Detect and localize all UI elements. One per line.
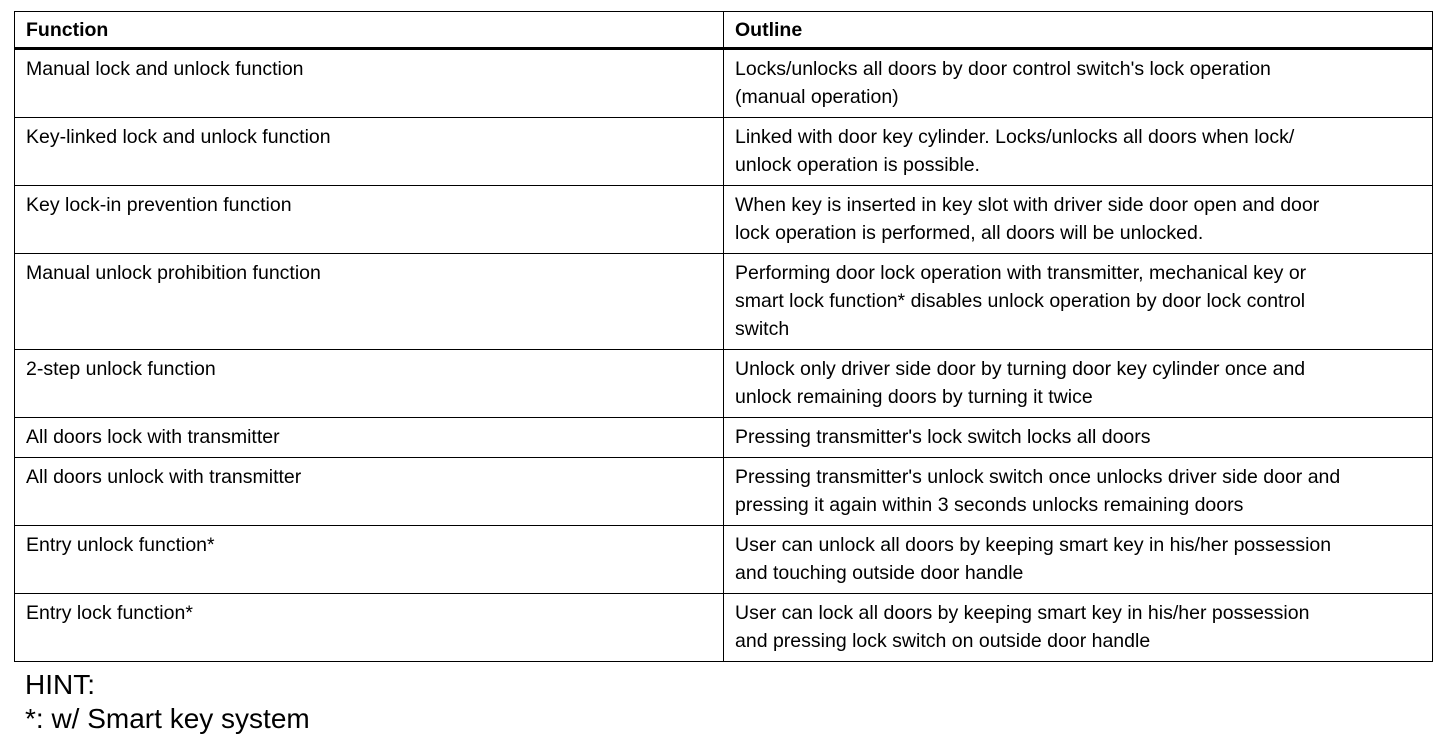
outline-line: and pressing lock switch on outside door handle	[735, 630, 1151, 652]
outline-cell	[724, 254, 1433, 350]
column-header-function: Function	[15, 12, 724, 49]
outline-line: Locks/unlocks all doors by door control switch's lock operation	[735, 58, 1271, 80]
outline-line: smart lock function* disables unlock operation by door lock control	[735, 290, 1306, 312]
outline-cell	[724, 49, 1433, 118]
table-row	[15, 254, 1433, 350]
function-cell: Key lock-in prevention function	[15, 186, 724, 254]
outline-line: unlock remaining doors by turning it twice	[735, 386, 1093, 408]
outline-line: lock operation is performed, all doors will be unlocked.	[735, 222, 1204, 244]
function-cell: 2-step unlock function	[15, 350, 724, 418]
outline-cell	[724, 350, 1433, 418]
table-row	[15, 526, 1433, 594]
function-cell: Entry lock function*	[15, 594, 724, 662]
outline-line: User can lock all doors by keeping smart key in his/her possession	[735, 602, 1310, 624]
document-page	[14, 11, 1432, 662]
table-row	[15, 458, 1433, 526]
outline-line: Pressing transmitter's lock switch locks all doors	[735, 426, 1151, 448]
table-row	[15, 594, 1433, 662]
table-row	[15, 186, 1433, 254]
hint-section	[25, 668, 310, 736]
outline-cell	[724, 526, 1433, 594]
function-cell: Key-linked lock and unlock function	[15, 118, 724, 186]
outline-line: pressing it again within 3 seconds unlocks remaining doors	[735, 494, 1244, 516]
function-cell: Entry unlock function*	[15, 526, 724, 594]
table-body	[15, 49, 1433, 662]
outline-cell	[724, 118, 1433, 186]
outline-cell	[724, 418, 1433, 458]
table-row	[15, 118, 1433, 186]
function-cell: Manual lock and unlock function	[15, 49, 724, 118]
table-row	[15, 350, 1433, 418]
outline-line: Linked with door key cylinder. Locks/unlocks all doors when lock/	[735, 126, 1295, 148]
hint-note: *: w/ Smart key system	[25, 703, 310, 734]
outline-line: Performing door lock operation with transmitter, mechanical key or	[735, 262, 1307, 284]
function-cell: Manual unlock prohibition function	[15, 254, 724, 350]
outline-cell	[724, 458, 1433, 526]
outline-line: and touching outside door handle	[735, 562, 1024, 584]
table-row	[15, 49, 1433, 118]
table-row	[15, 418, 1433, 458]
function-cell: All doors lock with transmitter	[15, 418, 724, 458]
column-header-outline: Outline	[724, 12, 1433, 49]
outline-line: switch	[735, 318, 790, 340]
outline-line: When key is inserted in key slot with driver side door open and door	[735, 194, 1320, 216]
outline-cell	[724, 186, 1433, 254]
outline-line: unlock operation is possible.	[735, 154, 980, 176]
function-outline-table	[14, 11, 1433, 662]
outline-cell	[724, 594, 1433, 662]
function-cell: All doors unlock with transmitter	[15, 458, 724, 526]
outline-line: (manual operation)	[735, 86, 899, 108]
outline-line: User can unlock all doors by keeping smart key in his/her possession	[735, 534, 1332, 556]
table-header-row	[15, 12, 1433, 49]
outline-line: Unlock only driver side door by turning door key cylinder once and	[735, 358, 1306, 380]
hint-title: HINT:	[25, 669, 95, 700]
outline-line: Pressing transmitter's unlock switch once unlocks driver side door and	[735, 466, 1341, 488]
